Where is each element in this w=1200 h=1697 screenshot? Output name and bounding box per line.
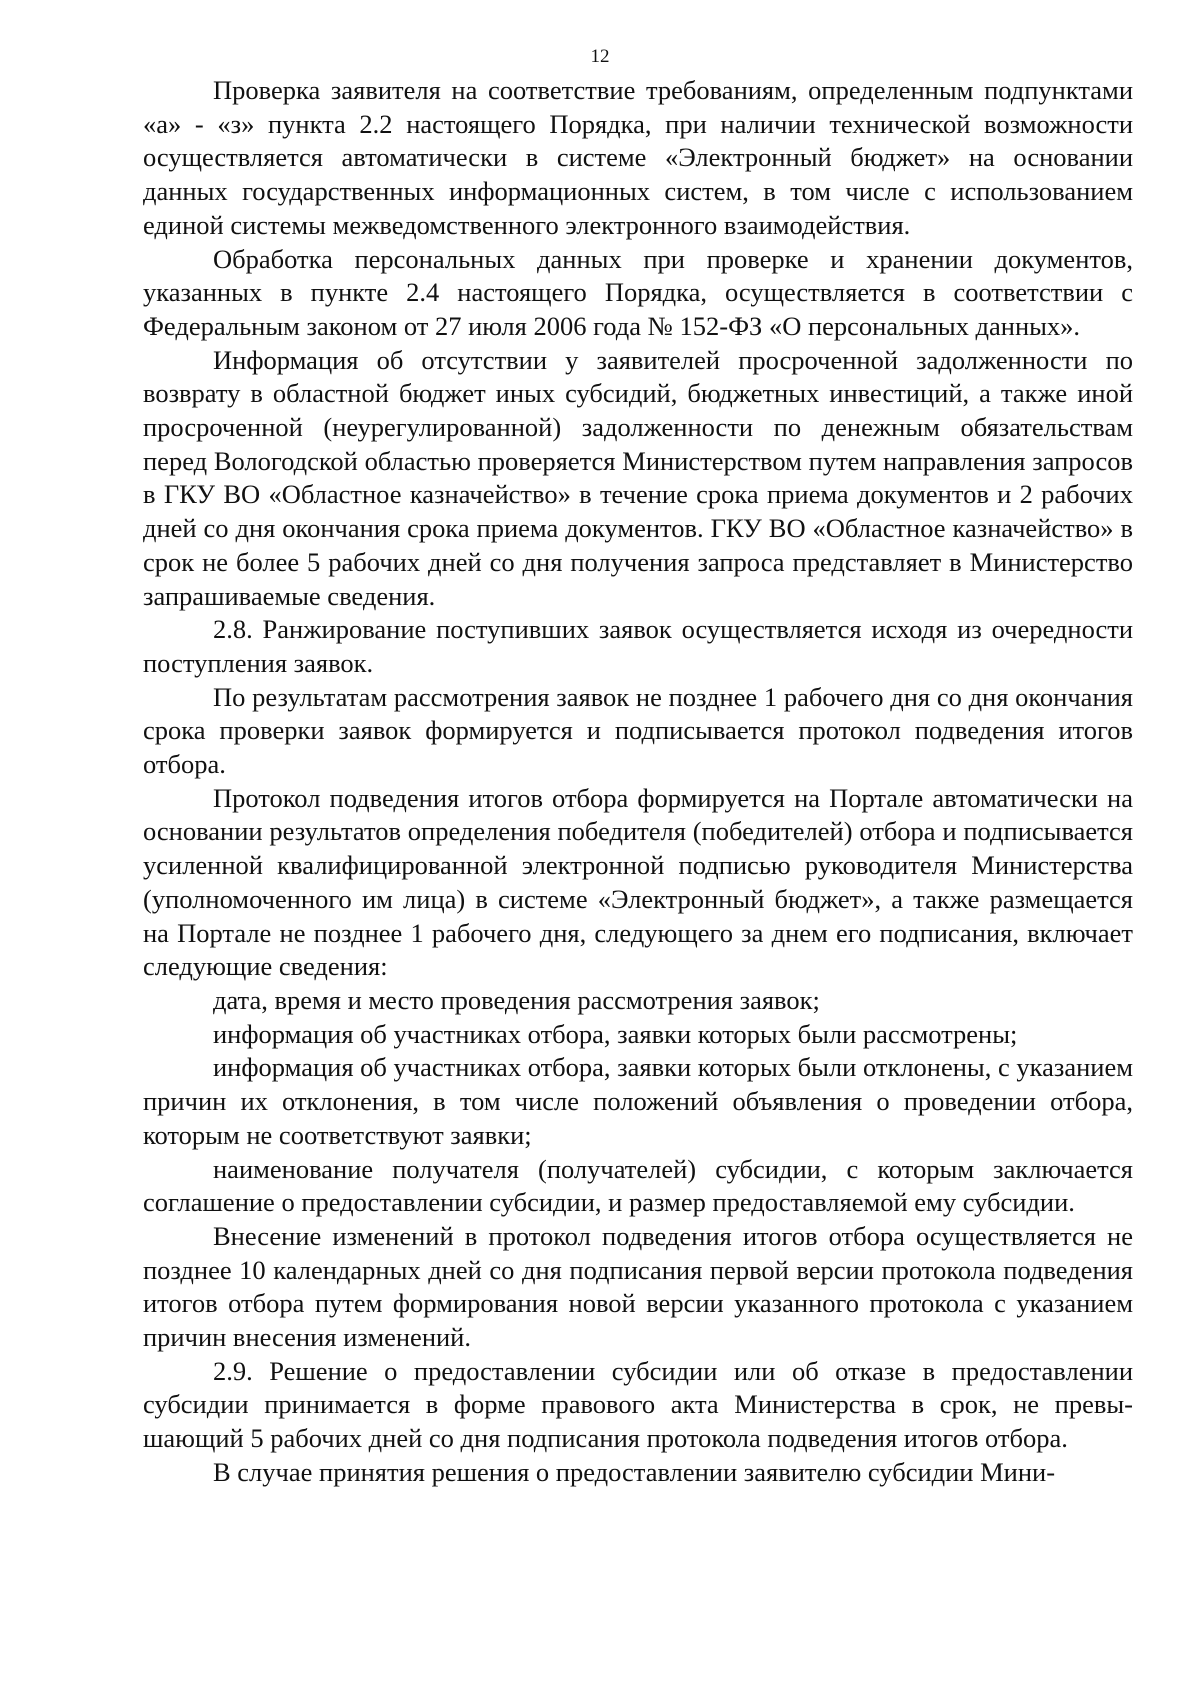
list-item-date-time-place: дата, время и место проведения рассмотрения заявок; [213,984,820,1015]
paragraph-applicant-check: Проверка заявителя на соответствие требованиям, определенным подпунктами «а» - «з» пункта 2.2 настоящего Порядка, при наличии технической возможности осуществляется автоматически в системе «Электронный бюджет» на основании данных государственных информационных систем, в том числе с использованием единой системы межведомственного электронного взаимодействия. [143,75,1133,240]
list-item-reviewed-participants: информация об участниках отбора, заявки которых были рассмотрены; [213,1018,1018,1049]
list-item-recipient-name: наименование получателя (получателей) субсидии, с которым заключается соглашение о предоставлении субсидии, и размер предоставляемой ему субсидии. [143,1153,1133,1218]
paragraph-protocol: Протокол подведения итогов отбора формируется на Портале автоматически на основании результатов определения победителя (победителей) отбора и подписывается усиленной квалифицированной электронной подписью руководителя Министерства (уполномоченного им лица) в системе «Электронный бюджет», а также размещается на Портале не позднее 1 рабочего дня, следующего за днем его подписания, включает следующие сведения: [143,782,1133,982]
paragraph-section-2-9: 2.9. Решение о предоставлении субсидии или об отказе в предоставлении субсидии принимается в форме правового акта Министерства в срок, не превышающий 5 рабочих дней со дня подписания протокола подведения итогов отбора. [143,1355,1133,1454]
paragraph-section-2-8: 2.8. Ранжирование поступивших заявок осуществляется исходя из очередности поступления заявок. [143,614,1133,678]
paragraph-debt-information: Информация об отсутствии у заявителей просроченной задолженности по возврату в областной бюджет иных субсидий, бюджетных инвестиций, а также иной просроченной (неурегулированной) задолженности по денежным обязательствам перед Вологодской областью проверяется Министерством путем направления запросов в ГКУ ВО «Областное казначейство» в течение срока приема документов и 2 рабочих дней со дня окончания срока приема документов. ГКУ ВО «Областное казначейство» в срок не более 5 рабочих дней со дня получения запроса представляет в Министерство запрашиваемые сведения. [143,344,1133,611]
paragraph-decision-continues: В случае принятия решения о предоставлении заявителю субсидии Мини- [213,1456,1056,1487]
list-item-rejected-participants: информация об участниках отбора, заявки которых были отклонены, с указанием причин их отклонения, в том числе положений объявления о проведении отбора, которым не соответствуют заявки; [143,1052,1133,1150]
paragraph-personal-data: Обработка персональных данных при проверке и хранении документов, указанных в пункте 2.4 настоящего Порядка, осуществляется в соответствии с Федеральным законом от 27 июля 2006 года № 152-ФЗ «О персональных данных». [143,243,1133,341]
document-body [143,74,1133,1490]
paragraph-review-results: По результатам рассмотрения заявок не позднее 1 рабочего дня со дня окончания срока проверки заявок формируется и подписывается протокол подведения итогов отбора. [143,681,1133,780]
page-number: 12 [590,46,610,67]
paragraph-protocol-changes: Внесение изменений в протокол подведения итогов отбора осуществляется не позднее 10 календарных дней со дня подписания первой версии протокола подведения итогов отбора путем формирования новой версии указанного протокола с указанием причин внесения изменений. [143,1220,1133,1353]
